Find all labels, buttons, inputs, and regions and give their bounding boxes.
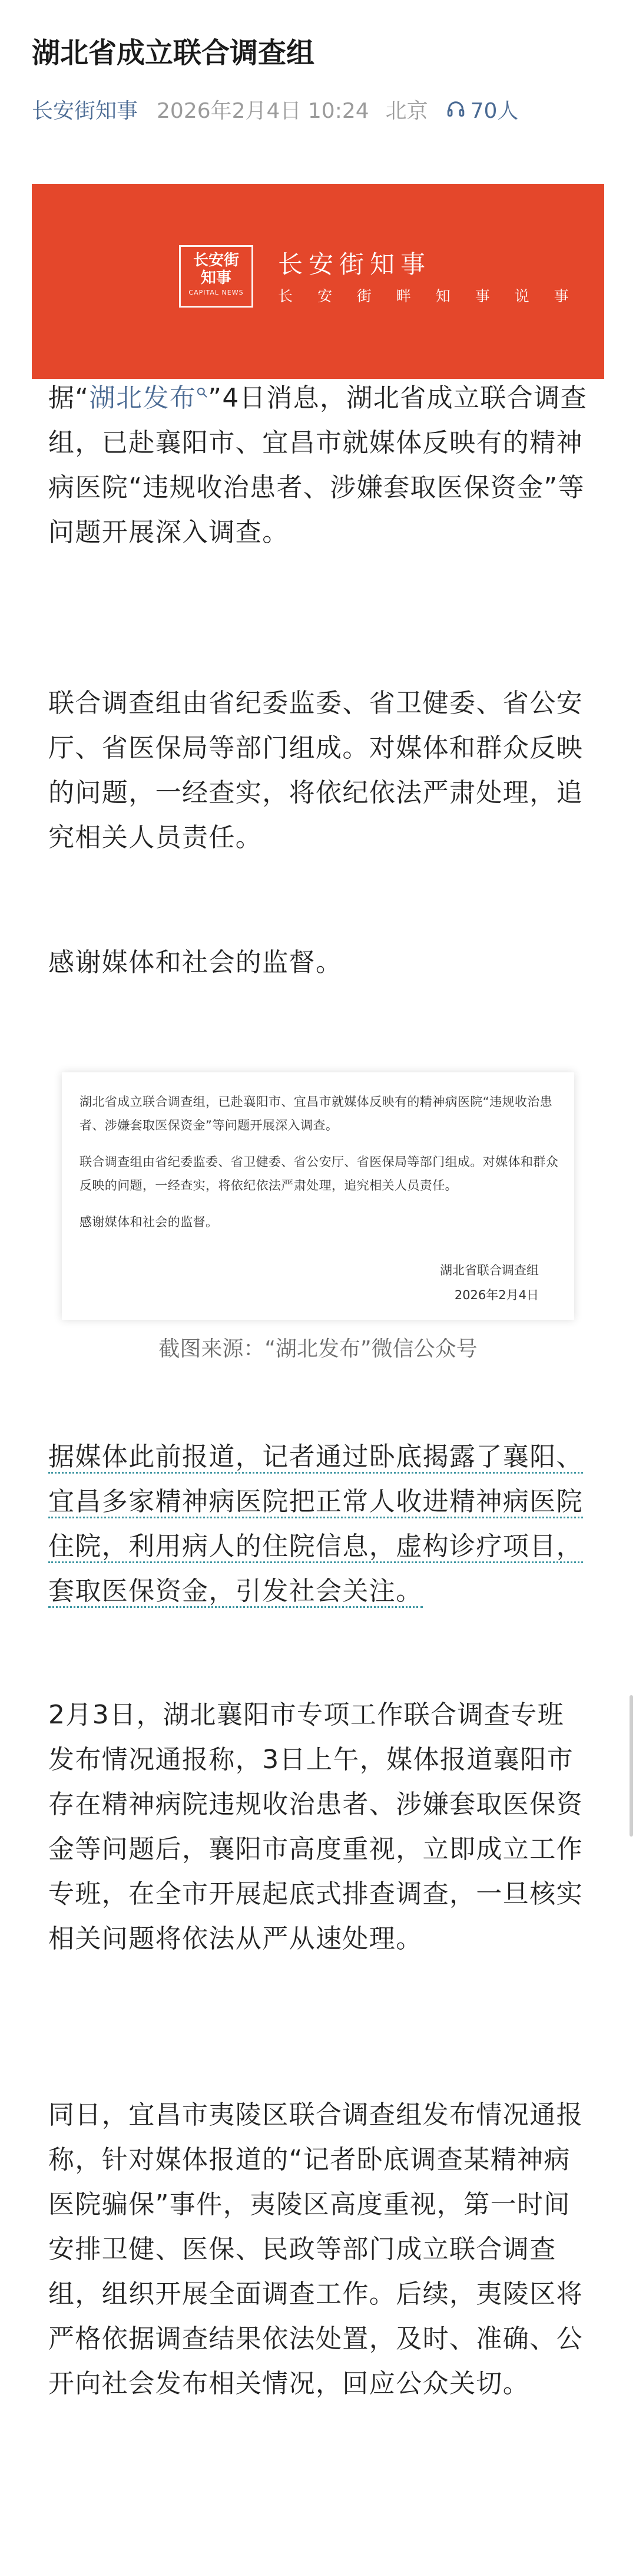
screenshot-paragraph-1: 湖北省成立联合调查组，已赴襄阳市、宜昌市就媒体反映有的精神病医院“违规收治患者、涉嫌套取医保资金”等问题开展深入调查。 xyxy=(80,1095,553,1132)
publish-location: 北京 xyxy=(385,98,428,123)
article-meta xyxy=(32,94,518,124)
screenshot-paragraph-2: 联合调查组由省纪委监委、省卫健委、省公安厅、省医保局等部门组成。对媒体和群众反映的问题，一经查实，将依纪依法严肃处理，追究相关人员责任。 xyxy=(80,1155,559,1193)
account-name-link[interactable]: 长安街知事 xyxy=(32,98,138,123)
statement-screenshot xyxy=(62,1072,574,1320)
search-icon xyxy=(196,387,208,398)
screenshot-signature: 湖北省联合调查组 xyxy=(440,1263,539,1277)
paragraph-1-prefix: 据“ xyxy=(48,383,90,413)
paragraph-2: 联合调查组由省纪委监委、省卫健委、省公安厅、省医保局等部门组成。对媒体和群众反映的问题，一经查实，将依纪依法严肃处理，追究相关人员责任。 xyxy=(48,688,583,853)
paragraph-4 xyxy=(48,1435,590,1614)
headphones-icon xyxy=(446,99,466,119)
brand-logo xyxy=(179,245,253,308)
paragraph-6: 同日，宜昌市夷陵区联合调查组发布情况通报称，针对媒体报道的“记者卧底调查某精神病医院骗保”事件，夷陵区高度重视，第一时间安排卫健、医保、民政等部门成立联合调查组，组织开展全面调查工作。后续，夷陵区将严格依据调查结果依法处置，及时、准确、公开向社会发布相关情况，回应公众关切。 xyxy=(48,2100,583,2399)
article-title: 湖北省成立联合调查组 xyxy=(32,37,315,70)
publish-datetime: 2026年2月4日 10:24 xyxy=(157,98,369,123)
logo-line2: 知事 xyxy=(200,269,231,287)
image-caption: 截图来源：“湖北发布”微信公众号 xyxy=(158,1337,478,1361)
paragraph-1-rest: ”4日消息，湖北省成立联合调查组，已赴襄阳市、宜昌市就媒体反映有的精神病医院“违规收治患者、涉嫌套取医保资金”等问题开展深入调查。 xyxy=(48,383,588,547)
screenshot-date: 2026年2月4日 xyxy=(454,1288,539,1302)
logo-line1: 长安街 xyxy=(193,252,239,269)
paragraph-3: 感谢媒体和社会的监督。 xyxy=(48,947,343,977)
paragraph-1 xyxy=(48,376,590,555)
hubei-release-link-text: 湖北发布 xyxy=(89,383,197,413)
logo-subtitle: CAPITAL NEWS xyxy=(188,289,244,296)
banner-tagline: 长 安 街 畔 知 事 说 事 xyxy=(278,288,573,305)
paragraph-4-text: 据媒体此前报道，记者通过卧底揭露了襄阳、宜昌多家精神病医院把正常人收进精神病医院住院，利用病人的住院信息，虚构诊疗项目，套取医保资金，引发社会关注。 xyxy=(48,1442,583,1608)
brand-banner-image xyxy=(32,184,604,379)
hubei-release-link[interactable] xyxy=(90,383,208,413)
listen-button[interactable] xyxy=(446,94,519,124)
paragraph-5: 2月3日，湖北襄阳市专项工作联合调查专班发布情况通报称，3日上午，媒体报道襄阳市存在精神病院违规收治患者、涉嫌套取医保资金等问题后，襄阳市高度重视，立即成立工作专班，在全市开展起底式排查调查，一旦核实相关问题将依法从严从速处理。 xyxy=(48,1700,583,1954)
screenshot-paragraph-3: 感谢媒体和社会的监督。 xyxy=(80,1215,218,1229)
listen-count: 70人 xyxy=(470,98,519,123)
banner-slogan: 长安街知事 xyxy=(278,250,432,279)
scrollbar[interactable] xyxy=(630,1695,633,1837)
